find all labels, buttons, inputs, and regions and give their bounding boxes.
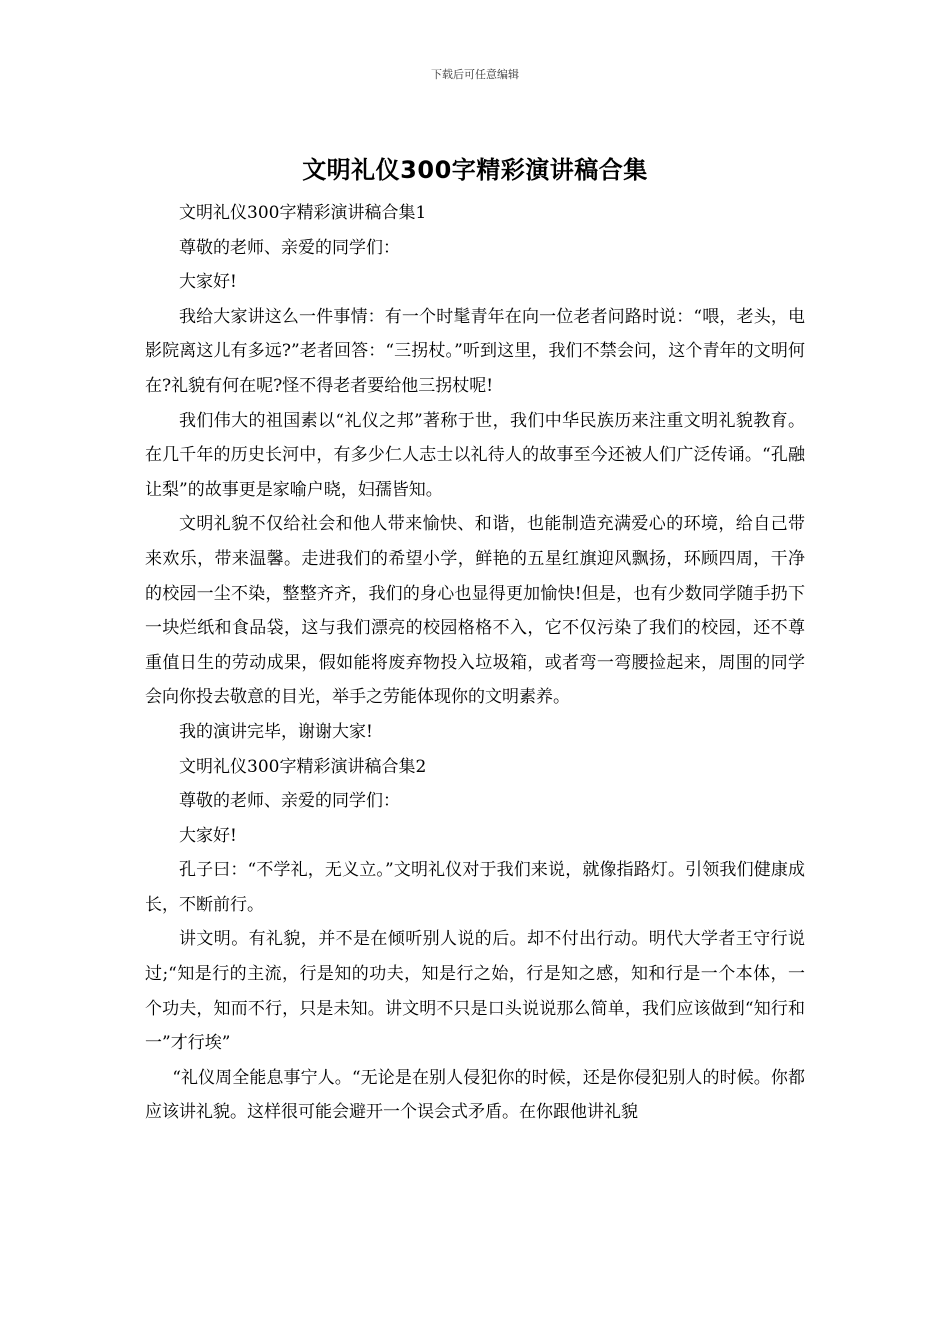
paragraph: 尊敬的老师、亲爱的同学们： xyxy=(179,791,400,812)
paragraph: 尊敬的老师、亲爱的同学们： xyxy=(179,237,400,258)
document-title: 文明礼仪300字精彩演讲稿合集 xyxy=(302,156,648,184)
paragraph: 我们伟大的祖国素以“礼仪之邦”著称于世，我们中华民族历来注重文明礼貌教育。在几千年的历史长河中，有多少仁人志士以礼待人的故事至今还被人们广泛传诵。“孔融让梨”的故事更是家喻户晓，妇孺皆知。 xyxy=(145,410,805,500)
paragraph: “礼仪周全能息事宁人。“无论是在别人侵犯你的时候，还是你侵犯别人的时候。你都应该讲礼貌。这样很可能会避开一个误会式矛盾。在你跟他讲礼貌 xyxy=(145,1067,805,1123)
paragraph: 大家好! xyxy=(179,825,237,846)
paragraph: 我给大家讲这么一件事情：有一个时髦青年在向一位老者问路时说：“喂，老头，电影院离这儿有多远?”老者回答：“三拐杖。”听到这里，我们不禁会问，这个青年的文明何在?礼貌有何在呢?怪不得老者要给他三拐杖呢! xyxy=(145,306,805,396)
header-note: 下载后可任意编辑 xyxy=(431,68,519,81)
paragraph: 孔子曰：“不学礼，无义立。”文明礼仪对于我们来说，就像指路灯。引领我们健康成长，不断前行。 xyxy=(145,860,805,915)
paragraph: 大家好! xyxy=(179,272,237,293)
paragraph: 文明礼仪300字精彩演讲稿合集1 xyxy=(179,203,427,223)
paragraph: 我的演讲完毕，谢谢大家! xyxy=(179,721,373,742)
paragraph: 文明礼貌不仅给社会和他人带来愉快、和谐，也能制造充满爱心的环境，给自己带来欢乐，带来温馨。走进我们的希望小学，鲜艳的五星红旗迎风飘扬，环顾四周，干净的校园一尘不染，整整齐齐，我们的身心也显得更加愉快!但是，也有少数同学随手扔下一块烂纸和食品袋，这与我们漂亮的校园格格不入，它不仅污染了我们的校园，还不尊重值日生的劳动成果，假如能将废弃物投入垃圾箱，或者弯一弯腰捡起来，周围的同学会向你投去敬意的目光，举手之劳能体现你的文明素养。 xyxy=(145,514,805,708)
document-body xyxy=(145,196,805,1130)
paragraph: 文明礼仪300字精彩演讲稿合集2 xyxy=(179,756,427,777)
paragraph: 讲文明。有礼貌，并不是在倾听别人说的后。却不付出行动。明代大学者王守行说过;“知是行的主流，行是知的功夫，知是行之始，行是知之感，知和行是一个本体，一个功夫，知而不行，只是未知。讲文明不只是口头说说那么简单，我们应该做到“知行和一”才行埃” xyxy=(145,929,805,1054)
